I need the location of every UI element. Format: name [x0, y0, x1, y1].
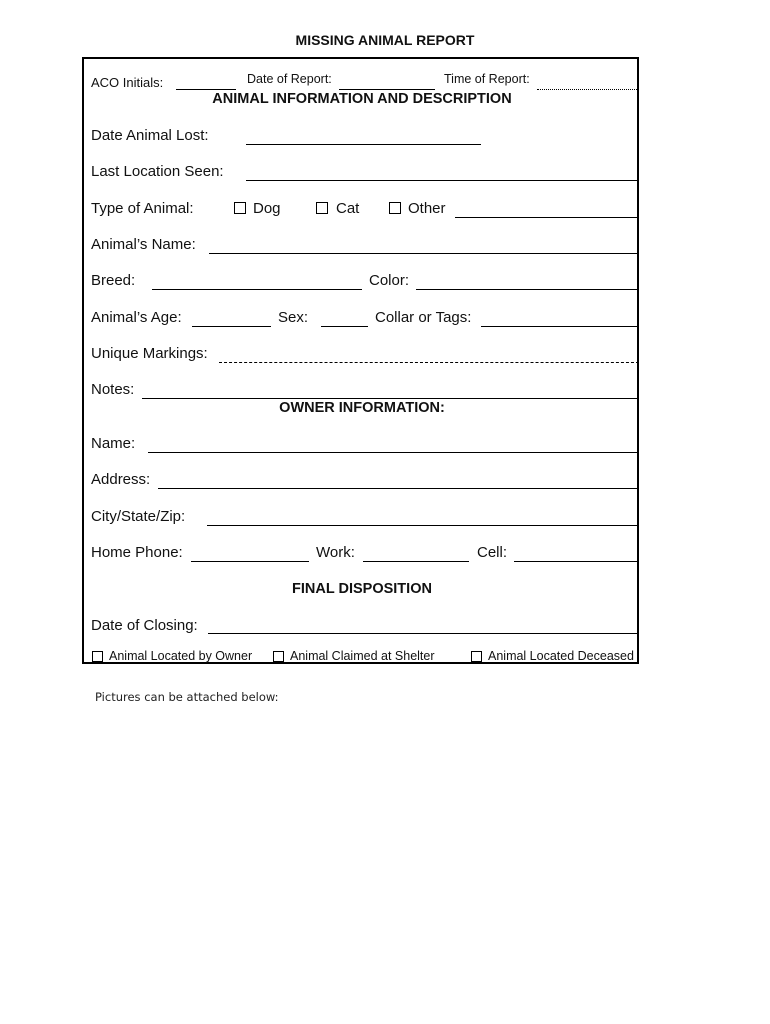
animal-section-heading: ANIMAL INFORMATION AND DESCRIPTION — [212, 91, 512, 107]
work-phone-field[interactable] — [363, 561, 469, 562]
collar-tags-field[interactable] — [481, 326, 639, 327]
cat-option-label: Cat — [336, 200, 360, 217]
other-checkbox[interactable] — [389, 202, 401, 214]
last-location-field[interactable] — [246, 180, 639, 181]
date-of-closing-label: Date of Closing: — [91, 617, 198, 634]
date-lost-field[interactable] — [246, 144, 481, 145]
breed-field[interactable] — [152, 289, 362, 290]
claimed-at-shelter-label: Animal Claimed at Shelter — [290, 649, 435, 663]
collar-tags-label: Collar or Tags: — [375, 309, 472, 326]
date-lost-label: Date Animal Lost: — [91, 127, 209, 144]
notes-label: Notes: — [91, 381, 135, 398]
owner-name-field[interactable] — [148, 452, 639, 453]
breed-label: Breed: — [91, 272, 136, 289]
time-of-report-field[interactable] — [537, 89, 639, 90]
owner-section-heading: OWNER INFORMATION: — [279, 400, 445, 416]
animal-name-field[interactable] — [209, 253, 639, 254]
type-of-animal-label: Type of Animal: — [91, 200, 194, 217]
other-option-label: Other — [408, 200, 446, 217]
color-label: Color: — [369, 272, 410, 289]
located-by-owner-checkbox[interactable] — [92, 651, 103, 662]
color-field[interactable] — [416, 289, 639, 290]
dog-checkbox[interactable] — [234, 202, 246, 214]
work-phone-label: Work: — [316, 544, 355, 561]
animal-age-field[interactable] — [192, 326, 271, 327]
animal-name-label: Animal’s Name: — [91, 236, 196, 253]
home-phone-field[interactable] — [191, 561, 309, 562]
sex-label: Sex: — [278, 309, 309, 326]
located-deceased-checkbox[interactable] — [471, 651, 482, 662]
pictures-note: Pictures can be attached below: — [95, 690, 279, 704]
notes-field[interactable] — [142, 398, 639, 399]
date-of-report-label: Date of Report: — [247, 72, 332, 86]
address-field[interactable] — [158, 488, 639, 489]
date-of-closing-field[interactable] — [208, 633, 639, 634]
date-of-report-field[interactable] — [339, 89, 435, 90]
located-by-owner-label: Animal Located by Owner — [109, 649, 253, 663]
owner-name-label: Name: — [91, 435, 136, 452]
aco-initials-field[interactable] — [176, 89, 236, 90]
disposition-section-heading: FINAL DISPOSITION — [292, 581, 432, 597]
cat-checkbox[interactable] — [316, 202, 328, 214]
cell-phone-field[interactable] — [514, 561, 639, 562]
unique-markings-field[interactable] — [219, 362, 639, 363]
unique-markings-label: Unique Markings: — [91, 345, 208, 362]
claimed-at-shelter-checkbox[interactable] — [273, 651, 284, 662]
located-deceased-label: Animal Located Deceased — [488, 649, 634, 663]
city-state-zip-label: City/State/Zip: — [91, 508, 186, 525]
other-animal-field[interactable] — [455, 217, 639, 218]
dog-option-label: Dog — [253, 200, 281, 217]
sex-field[interactable] — [321, 326, 368, 327]
animal-age-label: Animal’s Age: — [91, 309, 182, 326]
cell-phone-label: Cell: — [477, 544, 508, 561]
aco-initials-label: ACO Initials: — [91, 75, 164, 90]
time-of-report-label: Time of Report: — [444, 72, 530, 86]
home-phone-label: Home Phone: — [91, 544, 183, 561]
form-title: MISSING ANIMAL REPORT — [295, 32, 475, 48]
city-state-zip-field[interactable] — [207, 525, 639, 526]
last-location-label: Last Location Seen: — [91, 163, 224, 180]
address-label: Address: — [91, 471, 151, 488]
